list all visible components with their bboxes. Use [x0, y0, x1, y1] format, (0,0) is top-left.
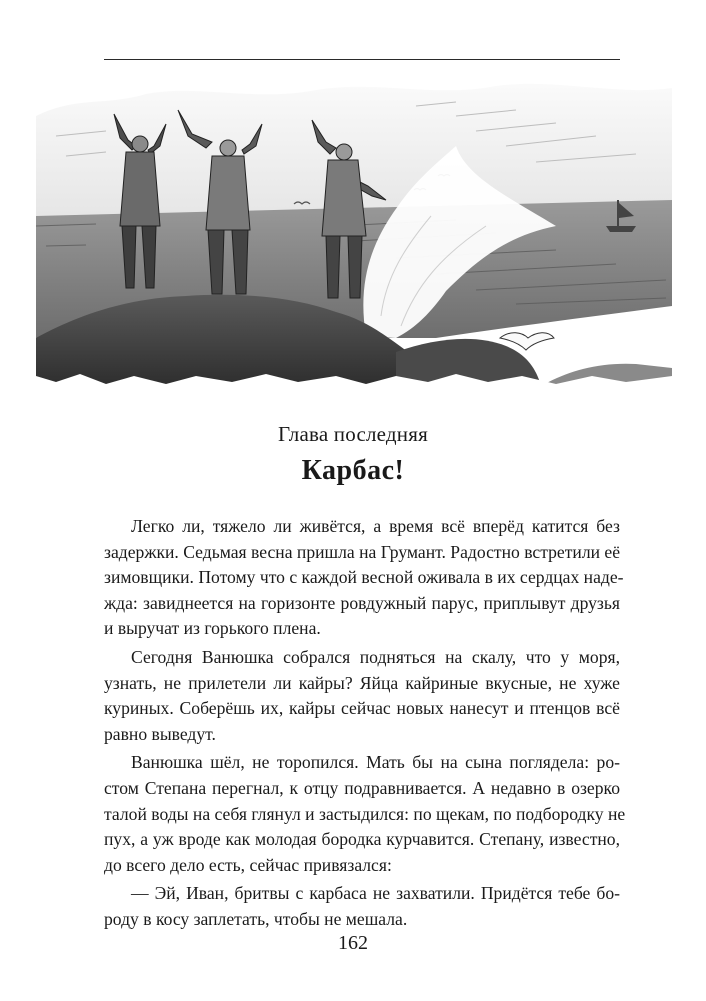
- text-line: Легко ли, тяжело ли живётся, а время всё вперёд катится без: [131, 516, 620, 536]
- text-line: куриных. Соберёшь их, кайры сейчас новых нанесут и птенцов всё: [104, 698, 620, 719]
- text-line: узнать, не прилетели ли кайры? Яйца кайриные вкусные, не хуже: [104, 672, 620, 693]
- text-line: — Эй, Иван, бритвы с карбаса не захватили. Придётся тебе бо-: [131, 883, 620, 904]
- text-line: до всего дело есть, сейчас привязался:: [104, 854, 392, 875]
- text-line: жда: завиднеется на горизонте ровдужный парус, приплывут друзья: [104, 592, 620, 613]
- paragraph: [104, 645, 620, 747]
- text-line: равно выведут.: [104, 723, 216, 744]
- text-line: и выручат из горького плена.: [104, 618, 321, 639]
- text-line: Ванюшка шёл, не торопился. Мать бы на сына поглядела: ро-: [131, 752, 620, 773]
- text-line: Сегодня Ванюшка собрался подняться на скалу, что у моря,: [131, 646, 620, 667]
- text-line: зимовщики. Потому что с каждой весной оживала в их сердцах наде-: [104, 567, 624, 588]
- chapter-label: Глава последняя: [278, 422, 428, 446]
- header-rule: [104, 59, 620, 60]
- chapter-title: Карбас!: [301, 455, 405, 486]
- text-line: талой воды на себя глянул и застыдился: по щекам, по подбородку не: [104, 803, 626, 824]
- page-number: 162: [338, 932, 368, 954]
- illustration-icon: [36, 76, 672, 386]
- text-line: стом Степана перегнал, к отцу подравнивается. А недавно в озерко: [104, 777, 620, 798]
- chapter-text: [104, 514, 626, 936]
- paragraph: [104, 750, 626, 878]
- text-line: роду в косу заплетать, чтобы не мешала.: [104, 908, 408, 929]
- text-line: задержки. Седьмая весна пришла на Грумант. Радостно встретили её: [104, 541, 621, 562]
- paragraph: [104, 514, 624, 642]
- text-line: пух, а уж вроде как молодая бородка курчавится. Степану, известно,: [104, 829, 620, 850]
- paragraph: [104, 881, 620, 932]
